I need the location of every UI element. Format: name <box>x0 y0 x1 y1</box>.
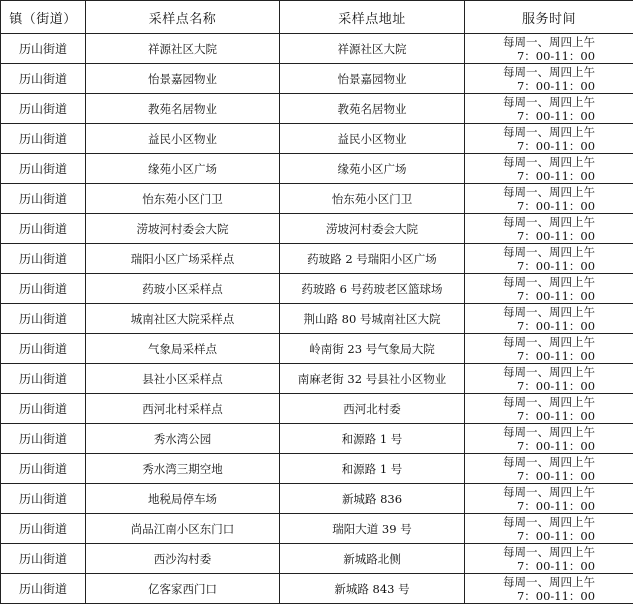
cell-town: 历山街道 <box>1 244 86 274</box>
cell-site-address: 教苑名居物业 <box>280 94 465 124</box>
cell-site-address: 益民小区物业 <box>280 124 465 154</box>
cell-town: 历山街道 <box>1 214 86 244</box>
service-hours: 7：00-11：00 <box>516 78 596 93</box>
table-row <box>1 64 633 94</box>
service-hours: 7：00-11：00 <box>516 528 596 543</box>
cell-site-name: 益民小区物业 <box>86 124 280 154</box>
cell-site-name: 怡东苑小区门卫 <box>86 184 280 214</box>
table-row <box>1 364 633 394</box>
service-days: 每周一、周四上午 <box>503 184 595 199</box>
cell-town: 历山街道 <box>1 34 86 64</box>
cell-site-address: 新城路 843 号 <box>280 574 465 604</box>
cell-town: 历山街道 <box>1 394 86 424</box>
header-site-address: 采样点地址 <box>280 1 465 34</box>
cell-service-time <box>465 124 633 154</box>
cell-site-address: 怡景嘉园物业 <box>280 64 465 94</box>
cell-service-time <box>465 154 633 184</box>
cell-service-time <box>465 334 633 364</box>
cell-site-address: 新城路 836 <box>280 484 465 514</box>
table-row <box>1 124 633 154</box>
service-days: 每周一、周四上午 <box>503 34 595 49</box>
table-row <box>1 94 633 124</box>
service-days: 每周一、周四上午 <box>503 454 595 469</box>
cell-town: 历山街道 <box>1 514 86 544</box>
cell-site-name: 教苑名居物业 <box>86 94 280 124</box>
cell-site-address: 涝坡河村委会大院 <box>280 214 465 244</box>
service-days: 每周一、周四上午 <box>503 244 595 259</box>
service-days: 每周一、周四上午 <box>503 514 595 529</box>
service-hours: 7：00-11：00 <box>516 288 596 303</box>
service-hours: 7：00-11：00 <box>516 108 596 123</box>
header-service-time: 服务时间 <box>465 1 633 34</box>
cell-town: 历山街道 <box>1 454 86 484</box>
cell-site-address: 药玻路 2 号瑞阳小区广场 <box>280 244 465 274</box>
header-site-name: 采样点名称 <box>86 1 280 34</box>
service-hours: 7：00-11：00 <box>516 228 596 243</box>
cell-service-time <box>465 274 633 304</box>
service-hours: 7：00-11：00 <box>516 588 596 603</box>
cell-service-time <box>465 514 633 544</box>
table-row <box>1 214 633 244</box>
table-row <box>1 454 633 484</box>
service-days: 每周一、周四上午 <box>503 424 595 439</box>
cell-service-time <box>465 364 633 394</box>
table-row <box>1 304 633 334</box>
cell-site-address: 新城路北侧 <box>280 544 465 574</box>
service-days: 每周一、周四上午 <box>503 334 595 349</box>
table-row <box>1 424 633 454</box>
cell-service-time <box>465 484 633 514</box>
cell-site-name: 城南社区大院采样点 <box>86 304 280 334</box>
cell-site-name: 气象局采样点 <box>86 334 280 364</box>
cell-town: 历山街道 <box>1 154 86 184</box>
service-hours: 7：00-11：00 <box>516 378 596 393</box>
service-hours: 7：00-11：00 <box>516 198 596 213</box>
cell-town: 历山街道 <box>1 574 86 604</box>
cell-town: 历山街道 <box>1 64 86 94</box>
cell-town: 历山街道 <box>1 124 86 154</box>
table-row <box>1 274 633 304</box>
cell-site-name: 西河北村采样点 <box>86 394 280 424</box>
cell-town: 历山街道 <box>1 304 86 334</box>
cell-town: 历山街道 <box>1 94 86 124</box>
cell-site-address: 荆山路 80 号城南社区大院 <box>280 304 465 334</box>
cell-town: 历山街道 <box>1 334 86 364</box>
cell-site-address: 和源路 1 号 <box>280 424 465 454</box>
cell-town: 历山街道 <box>1 184 86 214</box>
cell-site-name: 秀水湾三期空地 <box>86 454 280 484</box>
cell-town: 历山街道 <box>1 274 86 304</box>
cell-service-time <box>465 184 633 214</box>
table-header <box>1 1 633 34</box>
service-hours: 7：00-11：00 <box>516 138 596 153</box>
cell-site-name: 西沙沟村委 <box>86 544 280 574</box>
service-hours: 7：00-11：00 <box>516 408 596 423</box>
cell-site-name: 药玻小区采样点 <box>86 274 280 304</box>
service-hours: 7：00-11：00 <box>516 258 596 273</box>
cell-site-name: 祥源社区大院 <box>86 34 280 64</box>
service-days: 每周一、周四上午 <box>503 394 595 409</box>
cell-site-name: 尚品江南小区东门口 <box>86 514 280 544</box>
table-row <box>1 34 633 64</box>
cell-town: 历山街道 <box>1 544 86 574</box>
table-row <box>1 574 633 604</box>
cell-site-address: 岭南街 23 号气象局大院 <box>280 334 465 364</box>
service-days: 每周一、周四上午 <box>503 154 595 169</box>
cell-site-address: 瑞阳大道 39 号 <box>280 514 465 544</box>
service-hours: 7：00-11：00 <box>516 168 596 183</box>
cell-site-address: 西河北村委 <box>280 394 465 424</box>
header-row <box>1 1 633 34</box>
cell-town: 历山街道 <box>1 484 86 514</box>
service-days: 每周一、周四上午 <box>503 64 595 79</box>
service-days: 每周一、周四上午 <box>503 124 595 139</box>
cell-site-address: 药玻路 6 号药玻老区篮球场 <box>280 274 465 304</box>
cell-site-name: 涝坡河村委会大院 <box>86 214 280 244</box>
table-row <box>1 484 633 514</box>
table-row <box>1 544 633 574</box>
cell-town: 历山街道 <box>1 424 86 454</box>
cell-site-address: 怡东苑小区门卫 <box>280 184 465 214</box>
cell-service-time <box>465 304 633 334</box>
cell-service-time <box>465 64 633 94</box>
service-hours: 7：00-11：00 <box>516 558 596 573</box>
cell-service-time <box>465 214 633 244</box>
table-row <box>1 334 633 364</box>
table-row <box>1 154 633 184</box>
cell-service-time <box>465 394 633 424</box>
cell-site-name: 怡景嘉园物业 <box>86 64 280 94</box>
service-days: 每周一、周四上午 <box>503 94 595 109</box>
service-days: 每周一、周四上午 <box>503 274 595 289</box>
cell-service-time <box>465 424 633 454</box>
cell-site-name: 瑞阳小区广场采样点 <box>86 244 280 274</box>
cell-site-address: 南麻老街 32 号县社小区物业 <box>280 364 465 394</box>
service-days: 每周一、周四上午 <box>503 214 595 229</box>
cell-site-address: 祥源社区大院 <box>280 34 465 64</box>
cell-site-address: 缘苑小区广场 <box>280 154 465 184</box>
table-row <box>1 514 633 544</box>
service-hours: 7：00-11：00 <box>516 348 596 363</box>
table-row <box>1 394 633 424</box>
cell-service-time <box>465 544 633 574</box>
cell-site-name: 县社小区采样点 <box>86 364 280 394</box>
service-hours: 7：00-11：00 <box>516 498 596 513</box>
table-row <box>1 244 633 274</box>
service-hours: 7：00-11：00 <box>516 468 596 483</box>
cell-service-time <box>465 34 633 64</box>
service-hours: 7：00-11：00 <box>516 318 596 333</box>
service-days: 每周一、周四上午 <box>503 304 595 319</box>
service-hours: 7：00-11：00 <box>516 48 596 63</box>
cell-service-time <box>465 454 633 484</box>
service-hours: 7：00-11：00 <box>516 438 596 453</box>
cell-service-time <box>465 94 633 124</box>
service-days: 每周一、周四上午 <box>503 574 595 589</box>
cell-site-name: 缘苑小区广场 <box>86 154 280 184</box>
cell-service-time <box>465 244 633 274</box>
service-days: 每周一、周四上午 <box>503 544 595 559</box>
service-days: 每周一、周四上午 <box>503 364 595 379</box>
cell-service-time <box>465 574 633 604</box>
cell-site-name: 秀水湾公园 <box>86 424 280 454</box>
cell-town: 历山街道 <box>1 364 86 394</box>
header-town: 镇（街道） <box>1 1 86 34</box>
service-days: 每周一、周四上午 <box>503 484 595 499</box>
table-row <box>1 184 633 214</box>
cell-site-name: 地税局停车场 <box>86 484 280 514</box>
cell-site-name: 亿客家西门口 <box>86 574 280 604</box>
table-body <box>1 34 633 604</box>
cell-site-address: 和源路 1 号 <box>280 454 465 484</box>
